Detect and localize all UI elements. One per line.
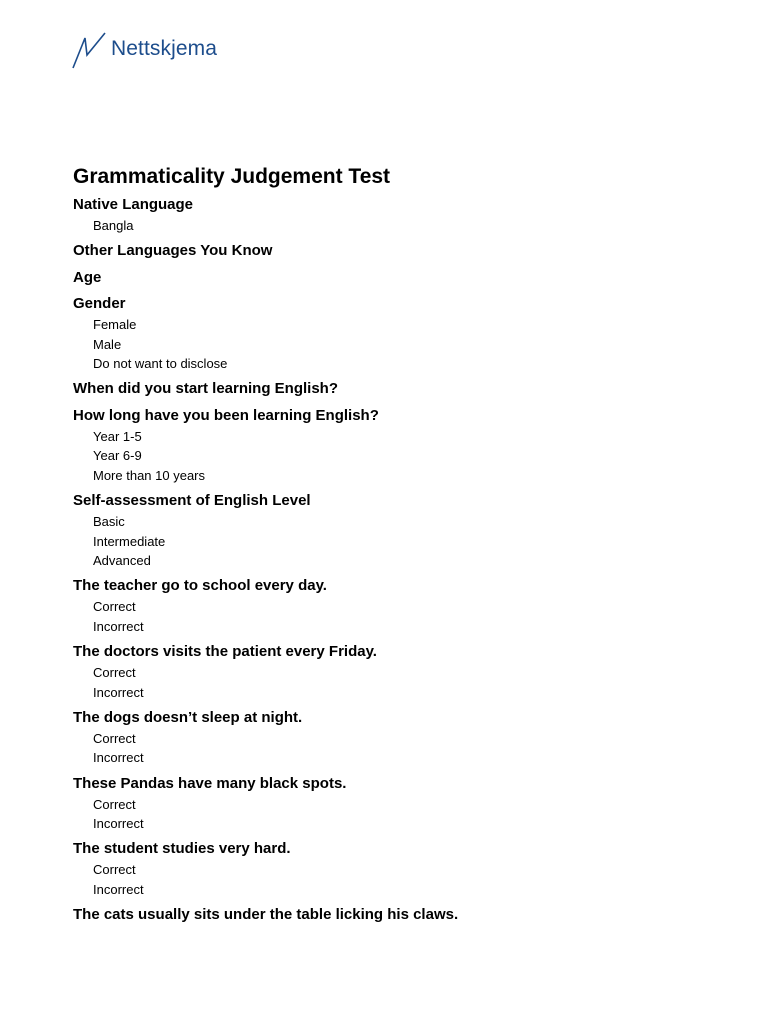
question-label: Native Language (73, 196, 194, 213)
answer-options (93, 315, 733, 374)
question-label: Self-assessment of English Level (73, 492, 311, 510)
question-block (73, 490, 733, 571)
question-block (73, 240, 733, 262)
answer-option: Female (93, 317, 137, 333)
form-title: Grammaticality Judgement Test (73, 165, 391, 188)
answer-options (93, 216, 733, 236)
answer-option: Correct (93, 862, 136, 878)
answer-option: Intermediate (93, 533, 166, 549)
answer-option: Do not want to disclose (93, 356, 228, 372)
answer-options (93, 427, 733, 486)
question-label: When did you start learning English? (73, 380, 339, 398)
answer-option: Correct (93, 730, 136, 746)
answer-option: Basic (93, 514, 125, 530)
question-label: The teacher go to school every day. (73, 577, 327, 595)
answer-options (93, 860, 733, 899)
answer-option: Year 6-9 (93, 448, 142, 464)
question-block (73, 378, 733, 400)
question-block (73, 707, 733, 768)
answer-option: Incorrect (93, 816, 144, 832)
answer-option: Correct (93, 796, 136, 812)
question-label: The cats usually sits under the table licking his claws. (73, 905, 459, 923)
question-label: The dogs doesn’t sleep at night. (73, 708, 303, 726)
answer-option: Year 1-5 (93, 428, 142, 444)
question-block (73, 904, 733, 926)
answer-options (93, 597, 733, 636)
nettskjema-logo-icon (72, 31, 108, 71)
answer-option: More than 10 years (93, 468, 206, 484)
question-label: Gender (73, 295, 126, 313)
question-label: The doctors visits the patient every Friday. (73, 643, 377, 661)
answer-options (93, 663, 733, 702)
answer-option: Incorrect (93, 750, 144, 766)
question-block (73, 641, 733, 702)
answer-option: Correct (93, 599, 136, 615)
question-label: The student studies very hard. (73, 840, 291, 858)
question-block (73, 773, 733, 834)
question-block (73, 194, 733, 236)
brand-name: Nettskjema (111, 37, 218, 60)
answer-options (93, 512, 733, 571)
answer-option: Incorrect (93, 881, 144, 897)
question-label: How long have you been learning English? (73, 406, 379, 424)
answer-options (93, 795, 733, 834)
question-block (73, 293, 733, 374)
question-label: Other Languages You Know (73, 242, 273, 260)
nettskjema-logo (72, 31, 217, 71)
question-block (73, 405, 733, 486)
question-block (73, 838, 733, 899)
answer-option: Advanced (93, 553, 151, 569)
answer-options (93, 729, 733, 768)
question-label: Age (73, 268, 102, 286)
answer-option: Bangla (93, 218, 134, 233)
answer-option: Correct (93, 665, 136, 681)
question-block (73, 267, 733, 289)
question-block (73, 575, 733, 636)
answer-option: Incorrect (93, 684, 144, 700)
answer-option: Male (93, 336, 122, 352)
question-list (73, 194, 733, 930)
answer-option: Incorrect (93, 619, 144, 635)
question-label: These Pandas have many black spots. (73, 774, 347, 792)
